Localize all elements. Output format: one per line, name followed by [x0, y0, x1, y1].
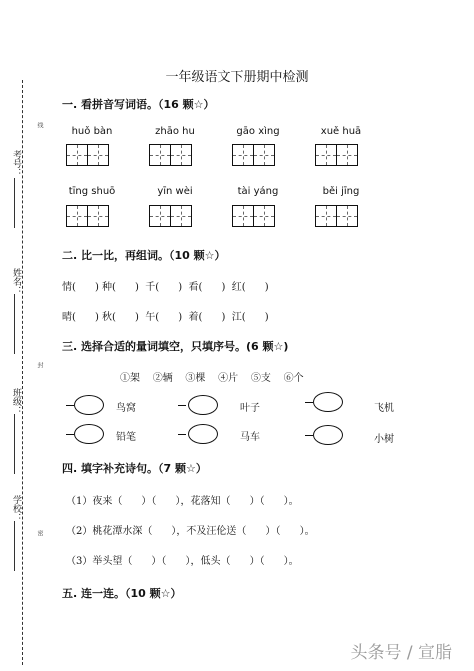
class-label: 班级：	[11, 388, 21, 415]
section-4-heading: 四. 填字补充诗句。（7 颗☆）	[62, 462, 207, 475]
poem-line-3: （3）举头望（ ）（ ），低头（ ）（ ）。	[66, 556, 299, 567]
writing-grid[interactable]	[315, 144, 356, 166]
section-2-heading: 二. 比一比，再组词。（10 颗☆）	[62, 249, 226, 262]
compare-row-1: 情( ) 种( ) 千( ) 看( ) 红( )	[62, 282, 269, 293]
writing-grid[interactable]	[232, 205, 273, 227]
class-line	[14, 414, 15, 474]
writing-grid[interactable]	[66, 144, 107, 166]
school-line	[14, 521, 15, 571]
writing-grid[interactable]	[66, 205, 107, 227]
measure-item-3: 飞机	[374, 403, 394, 414]
section-1-heading: 一. 看拼音写词语。（16 颗☆）	[62, 98, 215, 111]
measure-options: ①架 ②辆 ③棵 ④片 ⑤支 ⑥个	[120, 373, 304, 384]
exam-number-line	[14, 178, 15, 228]
measure-item-5: 马车	[240, 432, 260, 443]
answer-oval[interactable]	[313, 392, 343, 412]
measure-item-2: 叶子	[240, 403, 260, 414]
section-5-heading: 五. 连一连。（10 颗☆）	[62, 587, 182, 600]
pinyin-5: tīng shuō	[68, 186, 116, 197]
compare-row-2: 晴( ) 秋( ) 午( ) 着( ) 江( )	[62, 312, 269, 323]
dash	[178, 434, 186, 435]
watermark: 头条号 / 宣脂	[350, 643, 452, 663]
name-line	[14, 294, 15, 354]
page-title: 一年级语文下册期中检测	[165, 70, 309, 85]
writing-grid[interactable]	[149, 205, 190, 227]
dash	[66, 405, 74, 406]
pinyin-3: gāo xìng	[236, 126, 280, 137]
seal-mark-line: 线	[36, 122, 43, 128]
exam-number-label: 考号：	[11, 150, 21, 177]
pinyin-8: běi jīng	[322, 186, 360, 197]
answer-oval[interactable]	[313, 425, 343, 445]
school-label: 学校：	[11, 495, 21, 522]
measure-item-6: 小树	[374, 434, 394, 445]
answer-oval[interactable]	[188, 424, 218, 444]
pinyin-7: tài yáng	[237, 186, 279, 197]
pinyin-1: huǒ bàn	[71, 126, 113, 137]
answer-oval[interactable]	[188, 395, 218, 415]
writing-grid[interactable]	[232, 144, 273, 166]
writing-grid[interactable]	[149, 144, 190, 166]
dash	[66, 434, 74, 435]
poem-line-2: （2）桃花潭水深（ ），不及汪伦送（ ）（ ）。	[66, 526, 315, 537]
poem-line-1: （1）夜来（ ）（ ），花落知（ ）（ ）。	[66, 496, 299, 507]
answer-oval[interactable]	[74, 395, 104, 415]
writing-grid[interactable]	[315, 205, 356, 227]
dash	[305, 402, 313, 403]
seal-mark-seal: 封	[36, 362, 43, 368]
pinyin-2: zhāo hu	[155, 126, 195, 137]
dash	[178, 405, 186, 406]
pinyin-4: xuě huā	[320, 126, 362, 137]
seal-mark-secret: 密	[36, 530, 43, 536]
pinyin-6: yīn wèi	[157, 186, 193, 197]
name-label: 姓名：	[11, 268, 21, 295]
measure-item-4: 铅笔	[116, 432, 136, 443]
answer-oval[interactable]	[74, 424, 104, 444]
measure-item-1: 鸟窝	[116, 403, 136, 414]
dash	[305, 435, 313, 436]
section-3-heading: 三. 选择合适的量词填空，只填序号。(6 颗☆)	[62, 340, 289, 353]
